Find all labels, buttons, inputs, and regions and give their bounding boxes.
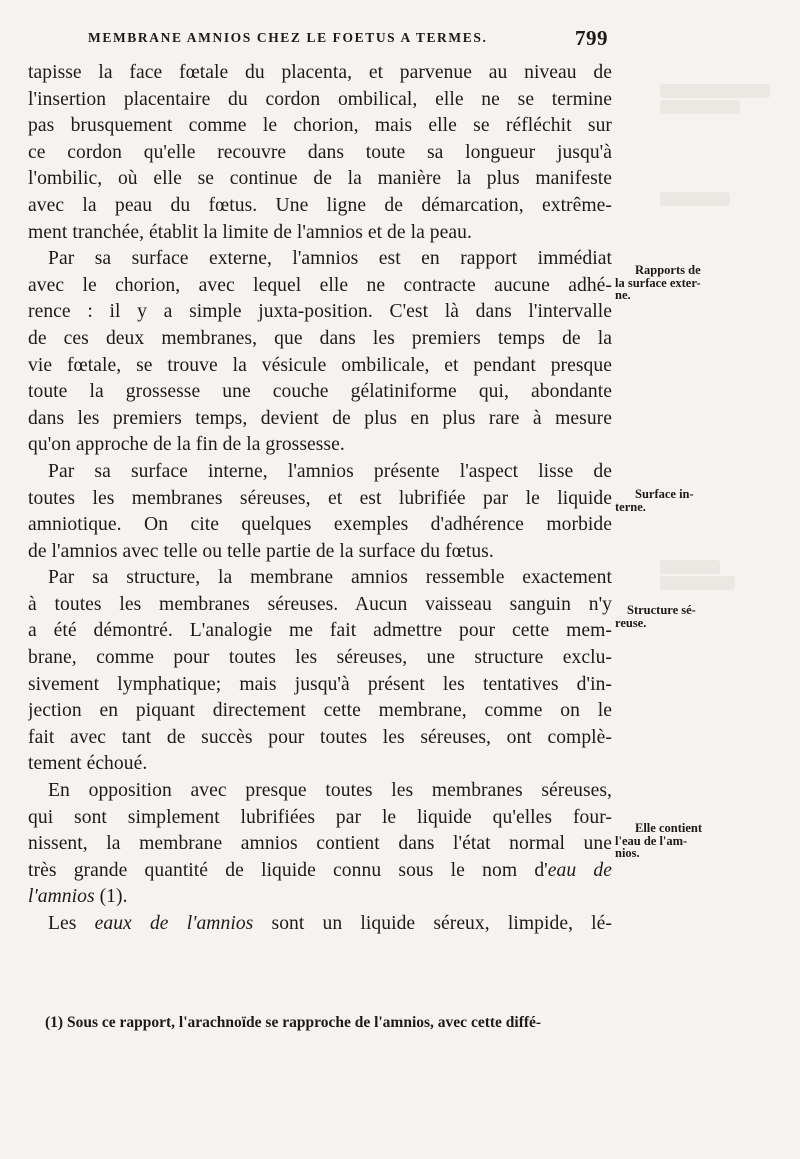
- text-line: qu'on approche de la fin de la grossesse.: [28, 434, 345, 456]
- margin-note-line: ne.: [615, 288, 631, 302]
- margin-note-line: Elle contient: [635, 821, 703, 835]
- margin-note-line: Structure sé-: [627, 603, 696, 617]
- text-line: a été démontré. L'analogie me fait admettre pour cette mem-: [28, 620, 612, 642]
- text-line: avec le chorion, avec lequel elle ne contracte aucune adhé-: [28, 274, 612, 296]
- text-line: Par sa surface externe, l'amnios est en rapport immédiat: [48, 248, 612, 270]
- text-line: En opposition avec presque toutes les membranes séreuses,: [48, 780, 612, 802]
- text-line: [28, 911, 612, 938]
- italic-term: eau de: [547, 859, 612, 881]
- text-line: vie fœtale, se trouve la vésicule ombilicale, et pendant presque: [28, 354, 612, 376]
- margin-note-elle-contient: [615, 822, 735, 860]
- text-line: sivement lymphatique; mais jusqu'à présent les tentatives d'in-: [28, 673, 612, 695]
- text-line: l'ombilic, où elle se continue de la manière la plus manifeste: [28, 168, 612, 190]
- text-line: de l'amnios avec telle ou telle partie de la surface du fœtus.: [28, 540, 494, 562]
- show-through: [660, 192, 730, 206]
- page-number: 799: [575, 26, 608, 50]
- text-fragment: sont un liquide séreux, limpide, lé-: [253, 913, 612, 934]
- italic-term: l'amnios: [28, 886, 95, 908]
- text-line: jection en piquant directement cette membrane, comme on le: [28, 700, 612, 722]
- text-line: toutes les membranes séreuses, et est lubrifiée par le liquide: [28, 487, 612, 509]
- text-line: ce cordon qu'elle recouvre dans toute sa longueur jusqu'à: [28, 141, 612, 163]
- text-fragment: très grande quantité de liquide connu sous le nom d': [28, 859, 548, 881]
- text-line: fait avec tant de succès pour toutes les séreuses, ont complè-: [28, 726, 612, 748]
- show-through: [660, 100, 740, 114]
- margin-note-surface-interne: [615, 488, 735, 513]
- text-line: de ces deux membranes, que dans les premiers temps de la: [28, 327, 612, 349]
- margin-note-line: Surface in-: [635, 487, 694, 501]
- margin-note-rapports: [615, 264, 735, 302]
- show-through: [660, 84, 770, 98]
- body-text: [28, 60, 612, 938]
- margin-note-line: la surface exter-: [615, 275, 701, 290]
- text-line: à toutes les membranes séreuses. Aucun vaisseau sanguin n'y: [28, 593, 612, 615]
- text-line: brane, comme pour toutes les séreuses, une structure exclu-: [28, 647, 612, 669]
- footnote: (1) Sous ce rapport, l'arachnoïde se rapproche de l'amnios, avec cette diffé-: [45, 1014, 542, 1031]
- margin-note-structure: [615, 604, 735, 629]
- margin-note-line: l'eau de l'am-: [615, 833, 688, 848]
- footnote-reference: (1).: [94, 886, 128, 908]
- show-through: [660, 560, 720, 574]
- text-line: tapisse la face fœtale du placenta, et parvenue au niveau de: [28, 62, 612, 83]
- text-line: qui sont simplement lubrifiées par le liquide qu'elles four-: [28, 806, 612, 828]
- text-line: Par sa structure, la membrane amnios ressemble exactement: [48, 567, 612, 589]
- margin-note-line: terne.: [615, 499, 646, 514]
- text-line: pas brusquement comme le chorion, mais elle se réfléchit sur: [28, 115, 612, 137]
- italic-term: eaux de l'amnios: [94, 913, 254, 934]
- show-through: [660, 576, 735, 590]
- text-line: amniotique. On cite quelques exemples d'adhérence morbide: [28, 514, 612, 536]
- text-line: [28, 884, 612, 911]
- text-line: nissent, la membrane amnios contient dans l'état normal une: [28, 833, 612, 855]
- margin-note-line: reuse.: [615, 615, 647, 630]
- margin-note-line: nios.: [615, 846, 640, 860]
- text-line: dans les premiers temps, devient de plus en plus rare à mesure: [28, 407, 612, 429]
- text-line: ment tranchée, établit la limite de l'amnios et de la peau.: [28, 221, 472, 243]
- text-line: Par sa surface interne, l'amnios présente l'aspect lisse de: [48, 460, 612, 482]
- margin-note-line: Rapports de: [635, 263, 701, 277]
- text-line: toute la grossesse une couche gélatiniforme qui, abondante: [28, 381, 612, 403]
- running-title: MEMBRANE AMNIOS CHEZ LE FOETUS A TERMES.: [88, 30, 488, 45]
- text-line: rence : il y a simple juxta-position. C'est là dans l'intervalle: [28, 301, 612, 323]
- text-line: tement échoué.: [28, 753, 148, 775]
- text-line: l'insertion placentaire du cordon ombilical, elle ne se termine: [28, 88, 612, 110]
- text-line: [28, 858, 612, 885]
- text-fragment: Les: [48, 913, 95, 934]
- text-line: avec la peau du fœtus. Une ligne de démarcation, extrême-: [28, 194, 612, 216]
